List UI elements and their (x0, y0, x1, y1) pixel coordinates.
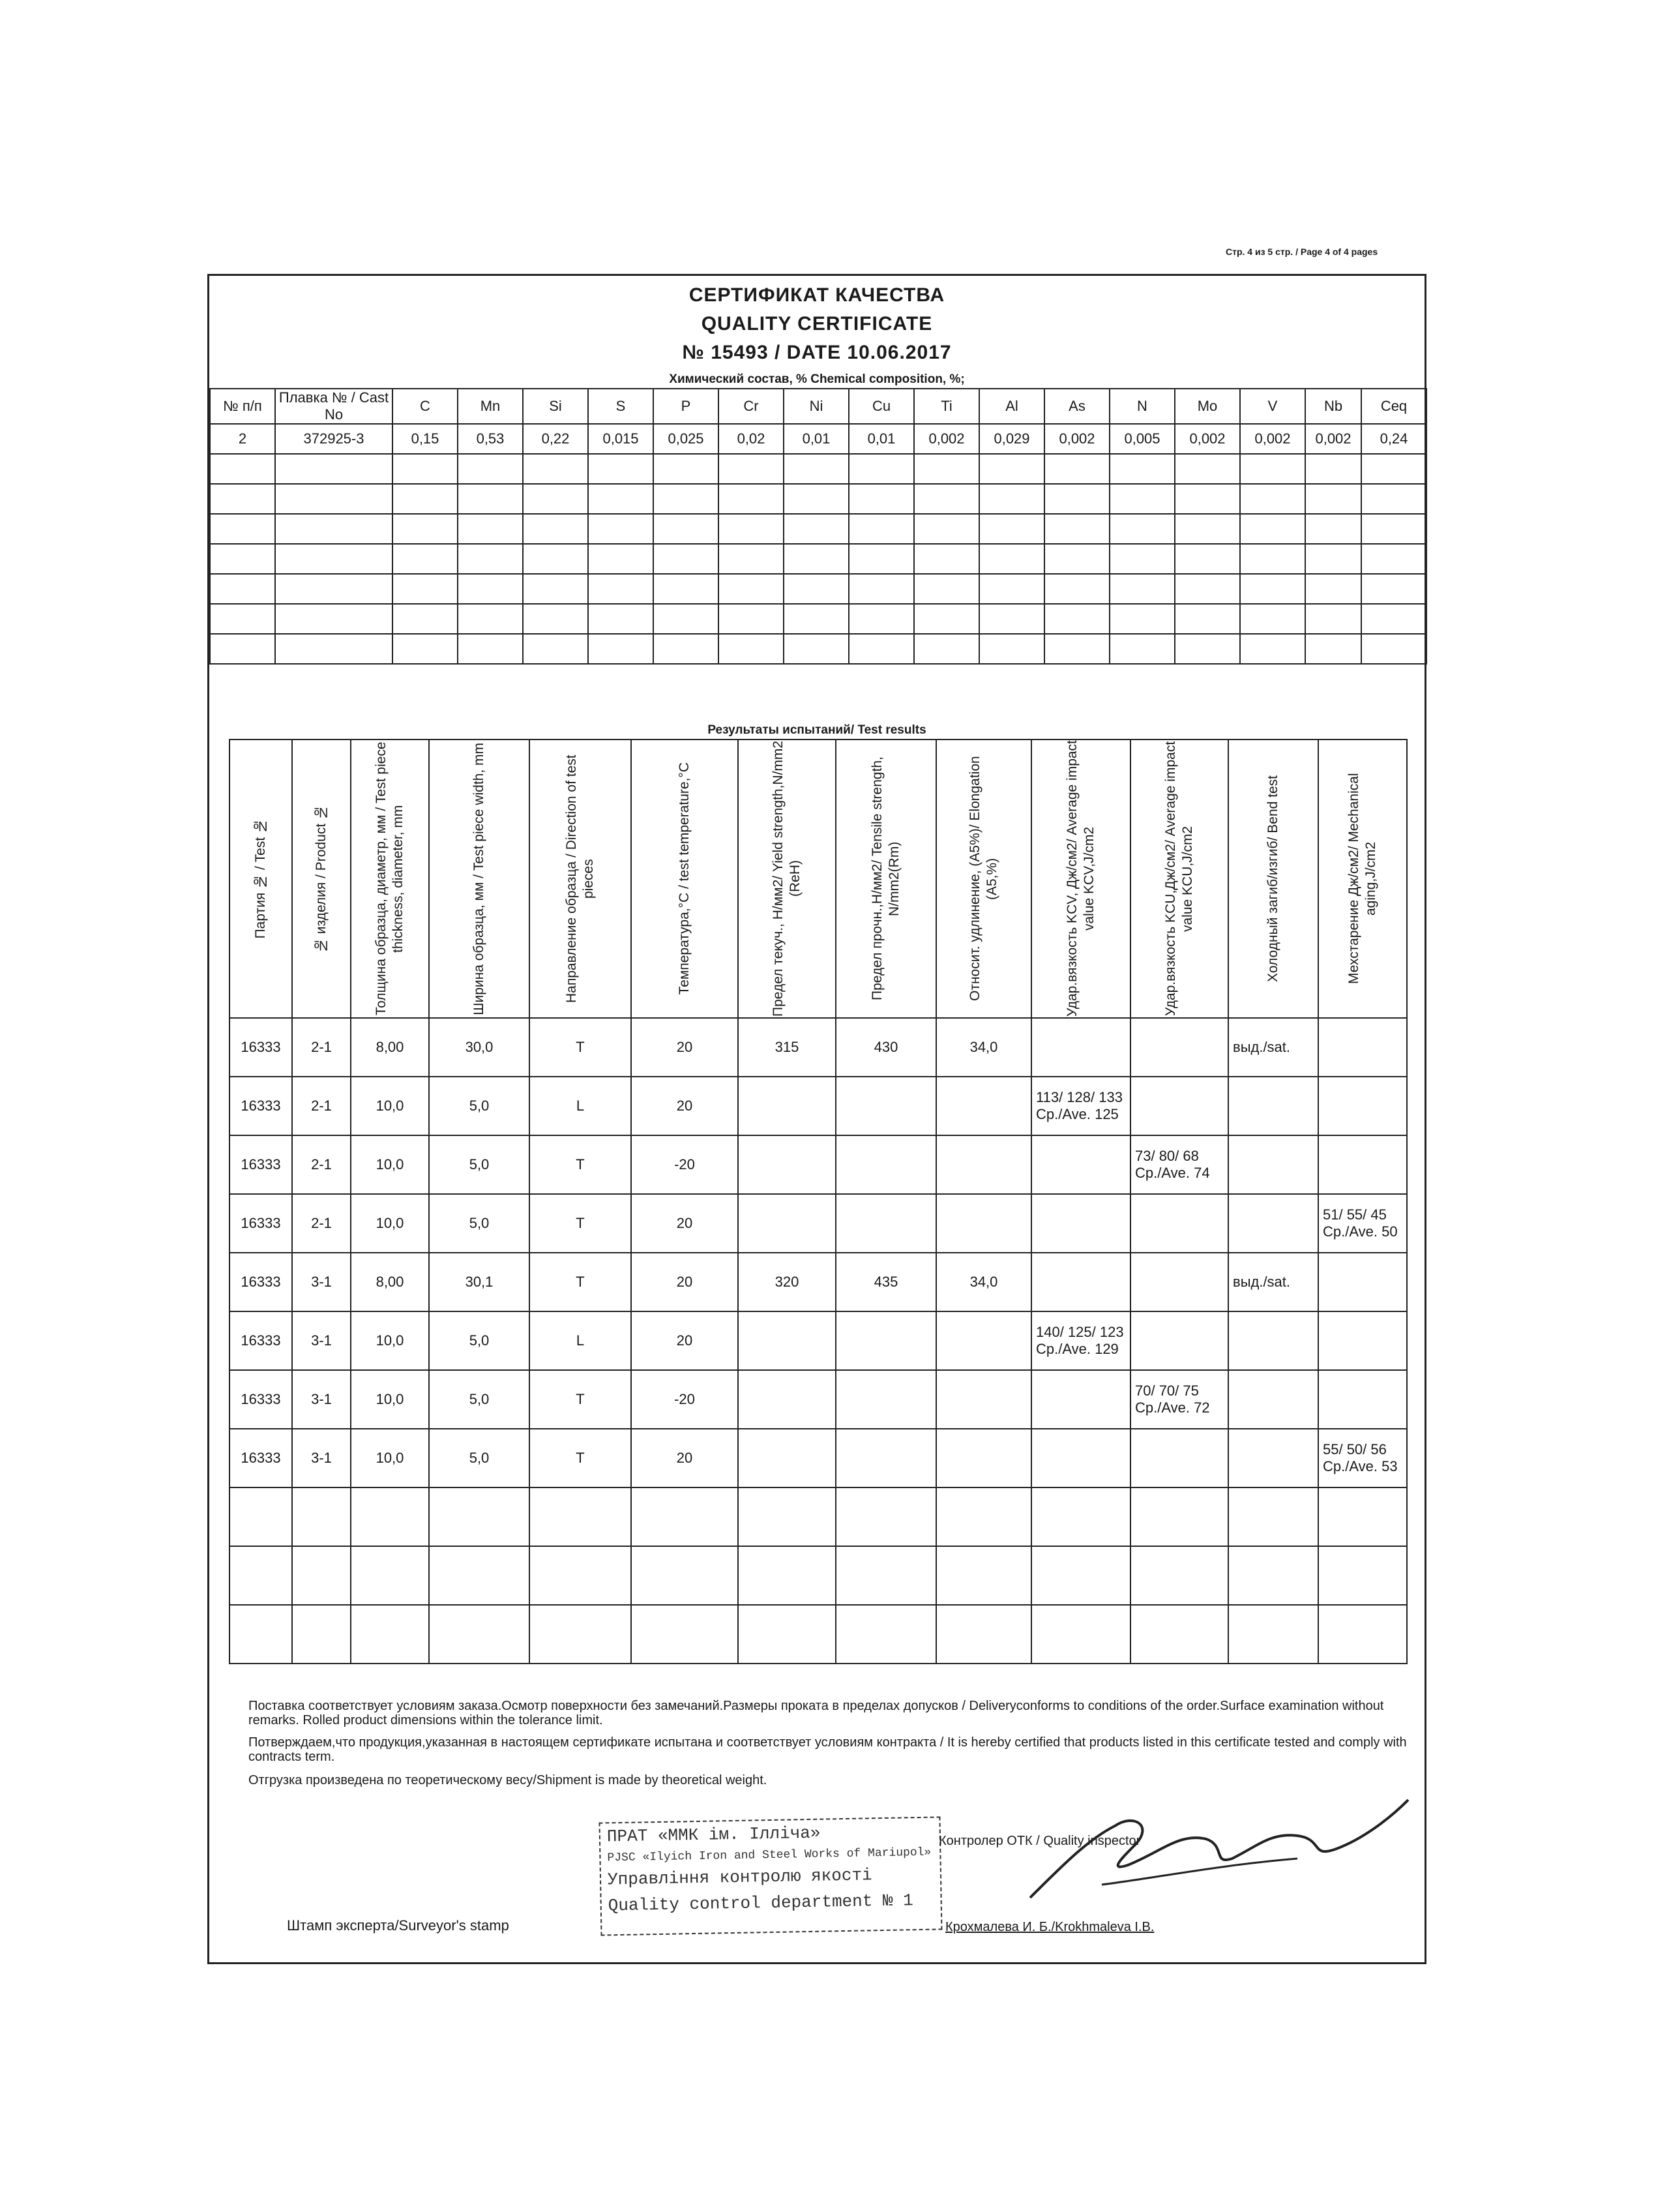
chem-cell-value: 0,01 (849, 424, 914, 454)
test-cell: 10,0 (351, 1370, 429, 1429)
quality-inspector-label: Контролер ОТК / Quality inspector (939, 1834, 1141, 1848)
test-cell: 20 (631, 1429, 738, 1487)
test-cell (836, 1311, 936, 1370)
test-cell (738, 1135, 836, 1194)
test-cell: 20 (631, 1253, 738, 1311)
test-cell: 55/ 50/ 56 Ср./Ave. 53 (1318, 1429, 1407, 1487)
test-cell (738, 1311, 836, 1370)
chem-cell-value: 0,01 (784, 424, 849, 454)
test-cell: 16333 (229, 1370, 292, 1429)
test-cell (1130, 1311, 1228, 1370)
test-cell (1031, 1135, 1130, 1194)
certificate-number-date: № 15493 / DATE 10.06.2017 (682, 342, 952, 363)
test-cell (1318, 1370, 1407, 1429)
signature-icon (1024, 1787, 1415, 1917)
test-cell: 51/ 55/ 45 Ср./Ave. 50 (1318, 1194, 1407, 1253)
test-cell (738, 1370, 836, 1429)
test-cell: 5,0 (429, 1311, 529, 1370)
chem-cell-value: 0,002 (914, 424, 979, 454)
test-cell (1130, 1429, 1228, 1487)
chem-header-cast: Плавка № / Cast No (275, 389, 392, 424)
test-cell (1130, 1077, 1228, 1135)
test-cell (836, 1194, 936, 1253)
test-cell: 5,0 (429, 1370, 529, 1429)
chem-header-element: P (653, 389, 718, 424)
test-cell (1228, 1429, 1318, 1487)
test-cell (836, 1077, 936, 1135)
chem-header-element: Cu (849, 389, 914, 424)
test-cell (1228, 1194, 1318, 1253)
test-cell (1228, 1370, 1318, 1429)
test-cell: 5,0 (429, 1135, 529, 1194)
test-row (229, 1370, 1407, 1429)
test-cell: L (529, 1077, 631, 1135)
chem-cell-cast: 372925-3 (275, 424, 392, 454)
test-cell: T (529, 1135, 631, 1194)
test-cell: 30,0 (429, 1018, 529, 1077)
test-row (229, 1429, 1407, 1487)
chem-header-element: Mo (1175, 389, 1240, 424)
chem-cell-value: 0,015 (588, 424, 653, 454)
test-cell: T (529, 1370, 631, 1429)
stamp-line: PJSC «Ilyich Iron and Steel Works of Mariupol» (607, 1846, 932, 1865)
test-cell: 435 (836, 1253, 936, 1311)
test-cell: 10,0 (351, 1429, 429, 1487)
test-cell: T (529, 1253, 631, 1311)
title-ru: СЕРТИФИКАТ КАЧЕСТВА (688, 284, 945, 306)
chem-empty-row (210, 544, 1426, 574)
chem-header-element: N (1110, 389, 1175, 424)
surveyor-stamp-label: Штамп эксперта/Surveyor's stamp (287, 1917, 509, 1934)
test-cell (836, 1429, 936, 1487)
chem-cell-value: 0,002 (1240, 424, 1305, 454)
quality-control-stamp (599, 1816, 943, 1936)
chem-header-element: Al (979, 389, 1044, 424)
chem-header-element: C (392, 389, 458, 424)
chem-header-element: Mn (458, 389, 523, 424)
test-cell: 8,00 (351, 1253, 429, 1311)
test-row (229, 1311, 1407, 1370)
chem-empty-row (210, 574, 1426, 604)
test-cell: 2-1 (292, 1135, 351, 1194)
chem-header-element: Ti (914, 389, 979, 424)
tests-header-cell: Предел текуч., Н/мм2/ Yield strength,N/mm2 (ReH) (738, 740, 836, 1018)
test-row (229, 1194, 1407, 1253)
test-cell: -20 (631, 1135, 738, 1194)
test-cell: 5,0 (429, 1194, 529, 1253)
chem-cell-value: 0,22 (523, 424, 588, 454)
test-cell: 70/ 70/ 75 Ср./Ave. 72 (1130, 1370, 1228, 1429)
note-certification: Потверждаем,что продукция,указанная в настоящем сертификате испытана и соответствует условиям контракта / It is hereby certified that products listed in this certificate tested and comply with contracts term. (248, 1735, 1407, 1764)
tests-header-cell: Холодный загиб/изгиб/ Bend test (1228, 740, 1318, 1018)
test-cell (936, 1077, 1031, 1135)
tests-header-cell: Мехстарение Дж/см2/ Mechanical aging,J/cm2 (1318, 740, 1407, 1018)
test-cell: 16333 (229, 1429, 292, 1487)
test-cell (1031, 1018, 1130, 1077)
test-cell (1228, 1135, 1318, 1194)
test-cell (1031, 1253, 1130, 1311)
test-cell: -20 (631, 1370, 738, 1429)
chem-empty-row (210, 484, 1426, 514)
test-rows (229, 1018, 1407, 1664)
note-delivery: Поставка соответствует условиям заказа.Осмотр поверхности без замечаний.Размеры проката в пределах допусков / Deliveryconforms to conditions of the order.Surface examination without remarks. Rolled product dimensions within the tolerance limit. (248, 1699, 1384, 1727)
chem-cell-value: 0,02 (718, 424, 784, 454)
test-cell (936, 1311, 1031, 1370)
chem-cell-value: 0,025 (653, 424, 718, 454)
chem-row (210, 424, 1426, 454)
test-cell: 16333 (229, 1253, 292, 1311)
test-cell (1130, 1253, 1228, 1311)
chem-cell-value: 0,53 (458, 424, 523, 454)
test-cell (836, 1370, 936, 1429)
test-cell: 5,0 (429, 1429, 529, 1487)
quality-inspector-name: Крохмалева И. Б./Krokhmaleva I.B. (945, 1920, 1155, 1934)
chem-empty-row (210, 604, 1426, 634)
tests-header-cell: Удар.вязкость KCV, Дж/см2/ Average impact value KCV,J/cm2 (1031, 740, 1130, 1018)
stamp-line: ПРАТ «ММК ім. Ілліча» (606, 1823, 821, 1847)
certificate-frame (207, 274, 1426, 1964)
chem-cell-value: 0,24 (1361, 424, 1426, 454)
test-cell: 34,0 (936, 1018, 1031, 1077)
tests-header-cell: Направление образца / Direction of test pieces (529, 740, 631, 1018)
test-cell (1228, 1311, 1318, 1370)
test-cell: 73/ 80/ 68 Ср./Ave. 74 (1130, 1135, 1228, 1194)
chem-cell-value: 0,002 (1305, 424, 1361, 454)
test-cell: T (529, 1429, 631, 1487)
test-cell: 113/ 128/ 133 Ср./Ave. 125 (1031, 1077, 1130, 1135)
test-cell: 16333 (229, 1194, 292, 1253)
chem-header-element: Ni (784, 389, 849, 424)
test-cell: 430 (836, 1018, 936, 1077)
test-cell (936, 1194, 1031, 1253)
test-cell: 320 (738, 1253, 836, 1311)
test-row (229, 1018, 1407, 1077)
chem-header-element: Nb (1305, 389, 1361, 424)
test-cell: выд./sat. (1228, 1253, 1318, 1311)
test-cell: 8,00 (351, 1018, 429, 1077)
test-cell: T (529, 1194, 631, 1253)
test-empty-row (229, 1487, 1407, 1546)
test-cell: 20 (631, 1018, 738, 1077)
test-cell (1031, 1429, 1130, 1487)
test-cell (738, 1077, 836, 1135)
chem-header-element: S (588, 389, 653, 424)
tests-header-cell: Относит. удлинение, (А5%)/ Elongation (А5,%) (936, 740, 1031, 1018)
test-cell (1318, 1135, 1407, 1194)
test-cell: 16333 (229, 1077, 292, 1135)
test-cell: 10,0 (351, 1311, 429, 1370)
page-reference: Стр. 4 из 5 стр. / Page 4 of 4 pages (1226, 247, 1378, 257)
chem-header-element: As (1044, 389, 1110, 424)
test-cell: 10,0 (351, 1135, 429, 1194)
test-results-table (229, 739, 1408, 1664)
test-row (229, 1077, 1407, 1135)
tests-header-cell: № изделия / Product № (292, 740, 351, 1018)
tests-header-cell: Предел прочн.,Н/мм2/ Tensile strength, N/mm2(Rm) (836, 740, 936, 1018)
chem-header-no: № п/п (210, 389, 275, 424)
tests-header-cell: Температура,°С / test temperature,°С (631, 740, 738, 1018)
test-cell: 20 (631, 1311, 738, 1370)
test-cell (1318, 1311, 1407, 1370)
test-cell (1130, 1018, 1228, 1077)
stamp-line: Quality control department № 1 (608, 1891, 914, 1916)
test-cell: 30,1 (429, 1253, 529, 1311)
test-cell: 10,0 (351, 1194, 429, 1253)
test-cell (1031, 1370, 1130, 1429)
stamp-line: Управління контролю якості (607, 1865, 872, 1890)
chemical-composition-table (209, 388, 1427, 665)
test-cell: 3-1 (292, 1253, 351, 1311)
test-cell (936, 1370, 1031, 1429)
test-cell: 2-1 (292, 1018, 351, 1077)
tests-section-title: Результаты испытаний/ Test results (707, 723, 926, 737)
test-cell (1318, 1253, 1407, 1311)
tests-header-cell: Удар.вязкость KCU,Дж/см2/ Average impact value KCU,J/cm2 (1130, 740, 1228, 1018)
chem-cell-no: 2 (210, 424, 275, 454)
test-cell (1318, 1018, 1407, 1077)
note-shipment: Отгрузка произведена по теоретическому весу/Shipment is made by theoretical weight. (248, 1773, 767, 1787)
chem-header-element: Ceq (1361, 389, 1426, 424)
test-cell: 20 (631, 1077, 738, 1135)
test-cell: 3-1 (292, 1429, 351, 1487)
test-cell: 140/ 125/ 123 Ср./Ave. 129 (1031, 1311, 1130, 1370)
test-cell: 3-1 (292, 1311, 351, 1370)
test-cell: 2-1 (292, 1077, 351, 1135)
chem-header-element: Si (523, 389, 588, 424)
test-cell: 16333 (229, 1018, 292, 1077)
test-cell: 20 (631, 1194, 738, 1253)
test-cell: выд./sat. (1228, 1018, 1318, 1077)
test-row (229, 1135, 1407, 1194)
test-cell: 5,0 (429, 1077, 529, 1135)
tests-header-cell: Ширина образца, мм / Test piece width, mm (429, 740, 529, 1018)
chem-cell-value: 0,002 (1044, 424, 1110, 454)
test-cell: 34,0 (936, 1253, 1031, 1311)
chem-cell-value: 0,005 (1110, 424, 1175, 454)
test-empty-row (229, 1546, 1407, 1605)
certificate-header (209, 281, 1425, 367)
chem-cell-value: 0,002 (1175, 424, 1240, 454)
test-cell (836, 1135, 936, 1194)
chem-cell-value: 0,029 (979, 424, 1044, 454)
test-cell (1228, 1077, 1318, 1135)
test-cell (1130, 1194, 1228, 1253)
test-cell (936, 1429, 1031, 1487)
test-cell: 16333 (229, 1135, 292, 1194)
chem-header-element: Cr (718, 389, 784, 424)
test-cell (1031, 1194, 1130, 1253)
chem-empty-row (210, 634, 1426, 664)
title-en: QUALITY CERTIFICATE (701, 313, 933, 335)
test-cell: 10,0 (351, 1077, 429, 1135)
chem-header-element: V (1240, 389, 1305, 424)
test-cell (936, 1135, 1031, 1194)
test-cell: L (529, 1311, 631, 1370)
chem-empty-row (210, 454, 1426, 484)
test-empty-row (229, 1605, 1407, 1664)
test-cell (738, 1429, 836, 1487)
test-cell: T (529, 1018, 631, 1077)
test-cell: 2-1 (292, 1194, 351, 1253)
test-cell: 315 (738, 1018, 836, 1077)
test-cell: 16333 (229, 1311, 292, 1370)
chem-cell-value: 0,15 (392, 424, 458, 454)
test-row (229, 1253, 1407, 1311)
chem-empty-row (210, 514, 1426, 544)
test-cell (1318, 1077, 1407, 1135)
tests-header-cell: Толщина образца, диаметр, мм / Test piece thickness, diameter, mm (351, 740, 429, 1018)
tests-header-cell: Партия № / Test № (229, 740, 292, 1018)
test-cell: 3-1 (292, 1370, 351, 1429)
chem-section-title: Химический состав, % Chemical composition, %; (669, 372, 965, 386)
test-cell (738, 1194, 836, 1253)
